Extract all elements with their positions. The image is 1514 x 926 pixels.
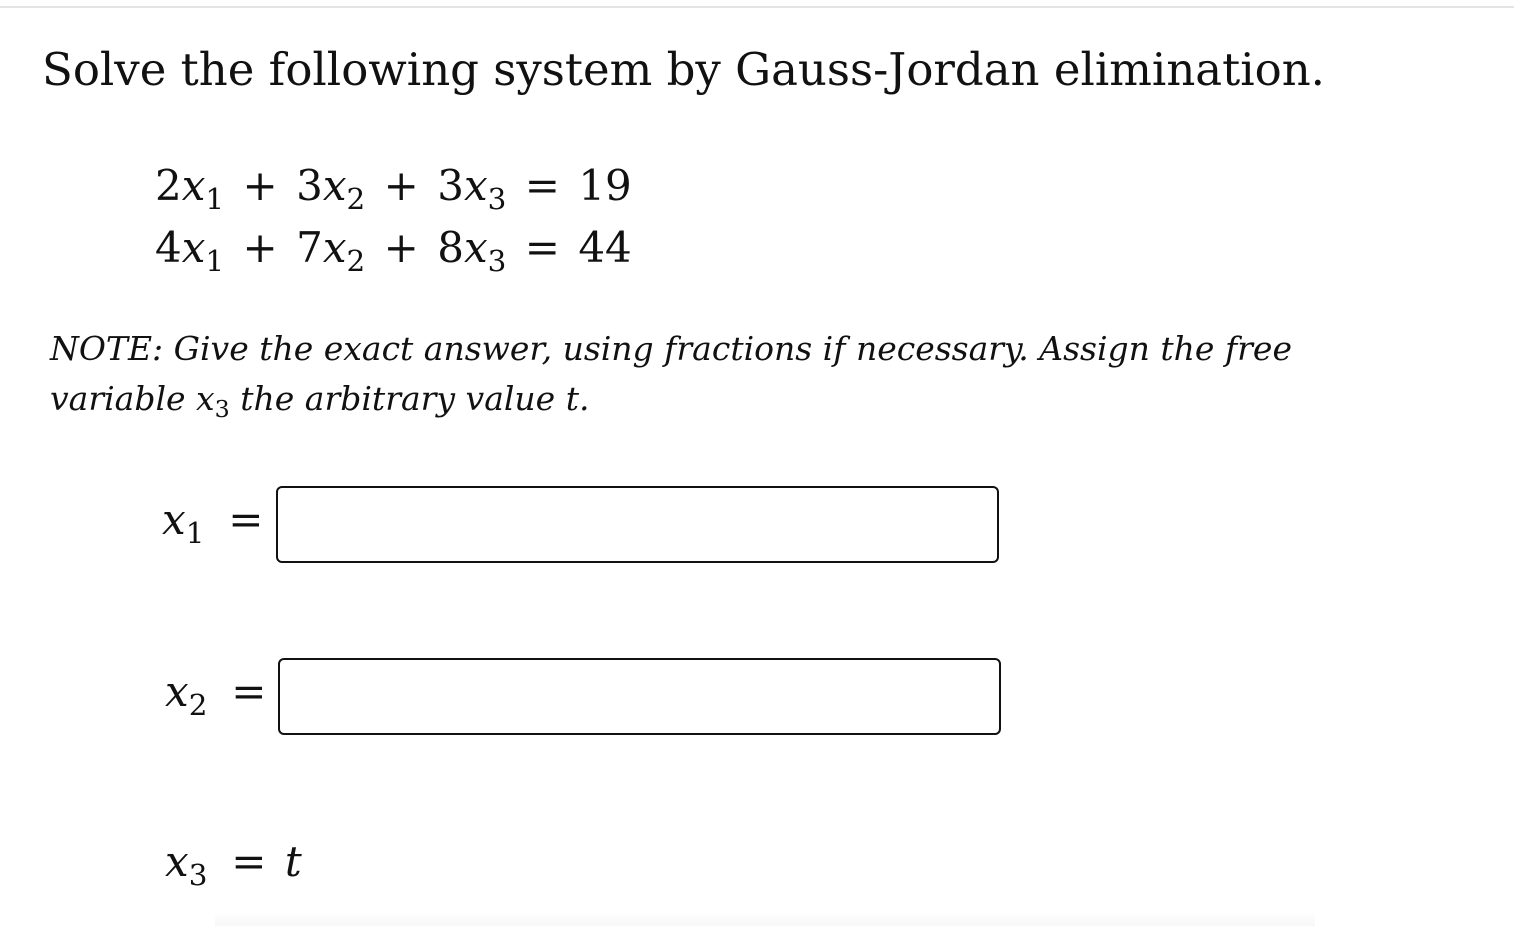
bottom-shade — [215, 912, 1315, 926]
equation-row-2: $4x_1 + 7x_2 + 8x_3 = 44$ — [155, 223, 632, 278]
note-parameter: t — [565, 379, 579, 418]
top-divider — [0, 6, 1514, 8]
x3-expression: $x_3 = t$ — [165, 837, 302, 892]
note-variable: $x_3$ — [196, 379, 230, 424]
equation-system — [155, 155, 632, 279]
equation-row-1: $2x_1 + 3x_2 + 3x_3 = 19$ — [155, 161, 632, 216]
x2-label: $x_2$ = — [165, 667, 267, 722]
x1-label: $x_1$ = — [162, 495, 264, 550]
instruction-note: NOTE: Give the exact answer, using fractions if necessary. Assign the free variable $x_3$ the arbitrary value t. — [50, 329, 1292, 424]
x2-answer-input[interactable] — [278, 658, 1001, 735]
x3-value: t — [284, 837, 302, 886]
question-title: Solve the following system by Gauss-Jordan elimination. — [42, 43, 1325, 96]
x1-answer-input[interactable] — [276, 486, 999, 563]
